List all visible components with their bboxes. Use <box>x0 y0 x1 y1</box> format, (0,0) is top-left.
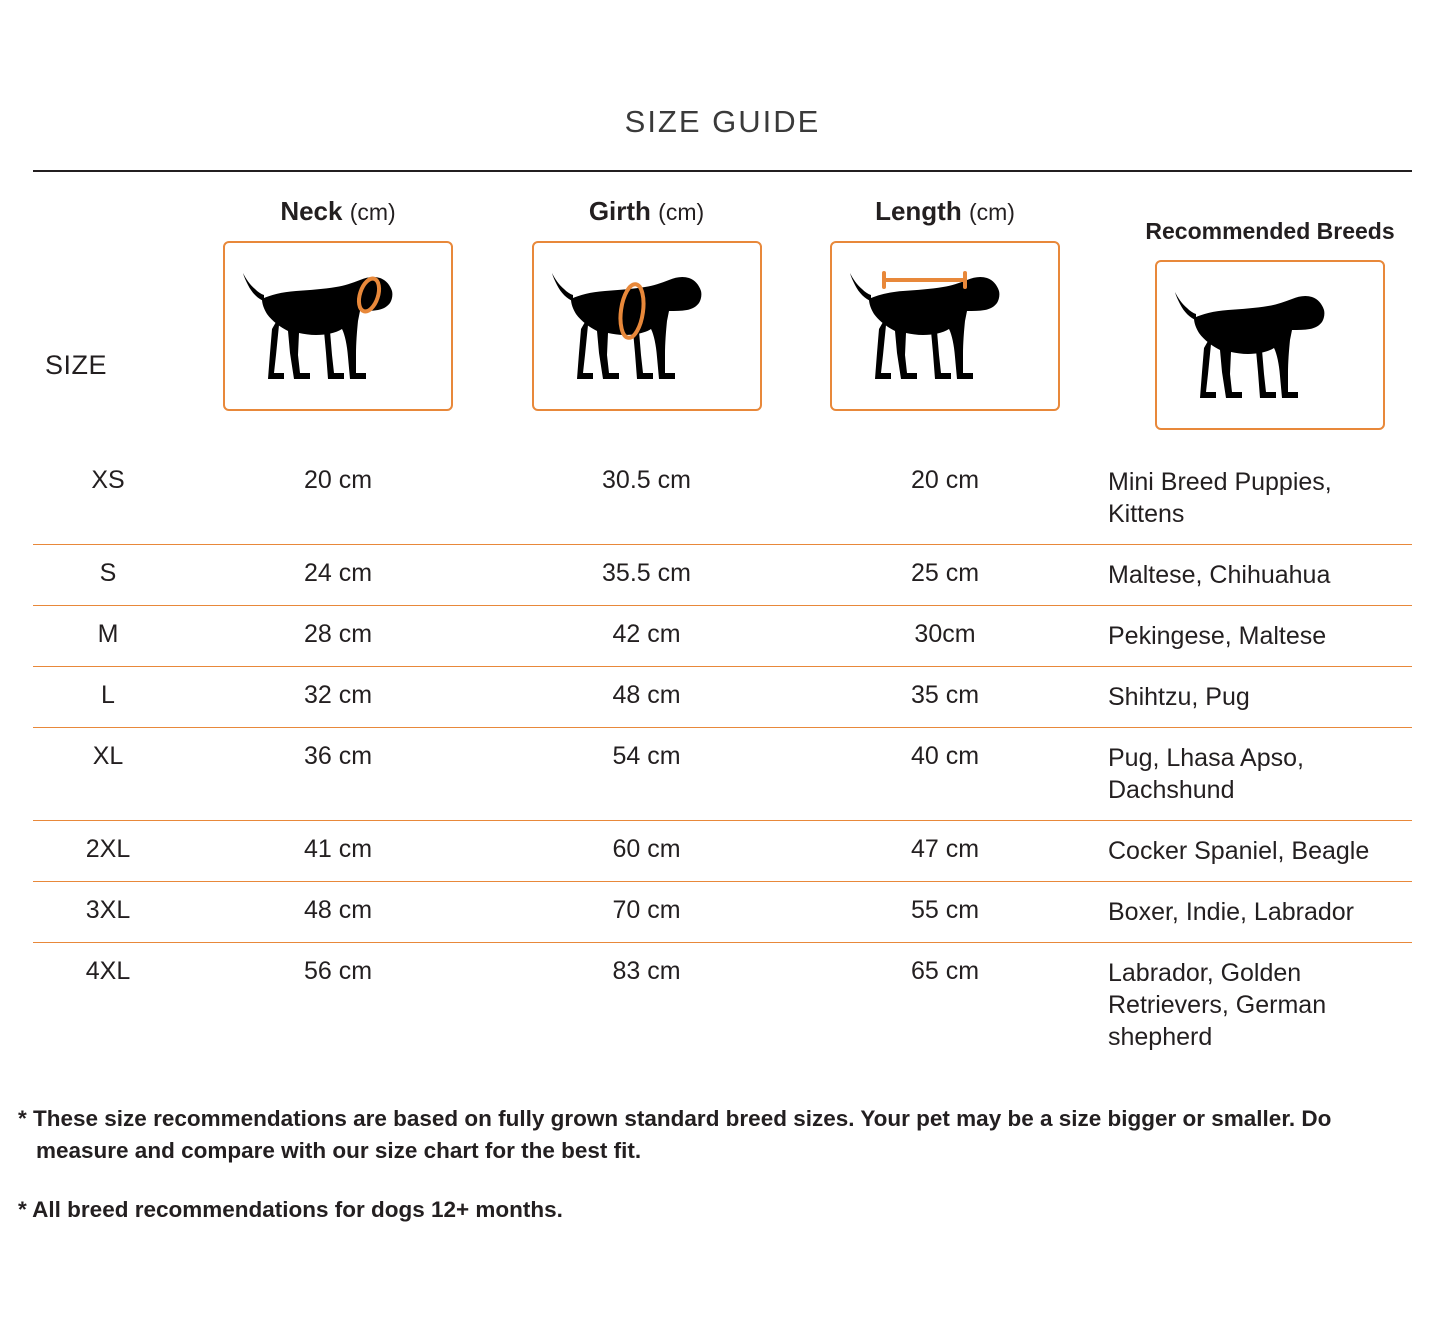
cell-girth: 70 cm <box>493 881 800 942</box>
cell-size: 4XL <box>85 956 131 985</box>
cell-neck: 56 cm <box>303 956 373 985</box>
cell-neck: 41 cm <box>183 820 493 881</box>
cell-breeds: Labrador, Golden Retrievers, German shepherd <box>1108 958 1327 1051</box>
note-age-text: * All breed recommendations for dogs 12+ months. <box>18 1196 563 1222</box>
cell-girth: 48 cm <box>493 666 800 727</box>
column-header-length <box>800 172 1090 430</box>
table-row <box>33 452 1412 545</box>
cell-size: 3XL <box>33 881 183 942</box>
cell-size: L <box>33 666 183 727</box>
column-header-neck <box>183 172 493 430</box>
cell-length: 30cm <box>800 605 1090 666</box>
cell-neck: 20 cm <box>183 452 493 545</box>
neck-unit: (cm) <box>349 199 396 225</box>
cell-girth: 35.5 cm <box>493 544 800 605</box>
cell-neck: 24 cm <box>183 544 493 605</box>
note-age <box>18 1194 1427 1227</box>
header-row <box>33 172 1412 430</box>
dog-neck-measure-icon <box>240 261 436 391</box>
cell-length: 25 cm <box>800 544 1090 605</box>
cell-size: S <box>33 544 183 605</box>
cell-neck: 36 cm <box>183 727 493 820</box>
note-sizing <box>18 1103 1427 1168</box>
column-header-girth <box>493 172 800 430</box>
column-header-breeds <box>1090 172 1445 430</box>
table-row <box>33 820 1412 881</box>
cell-size: 2XL <box>33 820 183 881</box>
cell-girth: 42 cm <box>493 605 800 666</box>
table-row <box>33 605 1412 666</box>
cell-breeds: Boxer, Indie, Labrador <box>1090 881 1412 942</box>
page-title: SIZE GUIDE <box>624 104 821 139</box>
cell-breeds: Mini Breed Puppies, Kittens <box>1090 452 1412 545</box>
girth-icon-box <box>532 241 762 411</box>
note-sizing-text: * These size recommendations are based on fully grown standard breed sizes. Your pet may be a size bigger or smaller. Do measure and compare with our size chart for the best fit. <box>18 1105 1332 1164</box>
girth-unit: (cm) <box>658 199 705 225</box>
cell-girth: 30.5 cm <box>493 452 800 545</box>
dog-length-measure-icon <box>847 261 1043 391</box>
cell-breeds: Maltese, Chihuahua <box>1090 544 1412 605</box>
cell-breeds: Shihtzu, Pug <box>1090 666 1412 727</box>
table-row <box>33 666 1412 727</box>
cell-girth: 54 cm <box>493 727 800 820</box>
cell-breeds: Pekingese, Maltese <box>1090 605 1412 666</box>
cell-neck: 48 cm <box>183 881 493 942</box>
cell-girth: 83 cm <box>612 956 681 985</box>
notes <box>18 1103 1427 1227</box>
table-row <box>33 881 1412 942</box>
neck-label: Neck <box>280 196 343 226</box>
size-column-label: SIZE <box>45 350 108 381</box>
cell-length: 55 cm <box>800 881 1090 942</box>
length-label: Length <box>875 196 962 226</box>
length-icon-box <box>830 241 1060 411</box>
cell-size: XS <box>33 452 183 545</box>
cell-girth: 60 cm <box>493 820 800 881</box>
cell-length: 47 cm <box>800 820 1090 881</box>
girth-label: Girth <box>588 196 651 226</box>
dog-silhouette-icon <box>1172 280 1368 410</box>
dog-girth-measure-icon <box>549 261 745 391</box>
cell-size: M <box>33 605 183 666</box>
neck-icon-box <box>223 241 453 411</box>
table-row <box>33 544 1412 605</box>
breeds-label: Recommended Breeds <box>1145 218 1395 244</box>
cell-neck: 32 cm <box>183 666 493 727</box>
cell-length: 35 cm <box>800 666 1090 727</box>
cell-length: 20 cm <box>800 452 1090 545</box>
cell-breeds: Cocker Spaniel, Beagle <box>1090 820 1412 881</box>
table-row <box>33 727 1412 820</box>
size-table <box>33 452 1412 1067</box>
length-unit: (cm) <box>968 199 1015 225</box>
breeds-icon-box <box>1155 260 1385 430</box>
cell-length: 65 cm <box>910 956 980 985</box>
cell-breeds: Pug, Lhasa Apso, Dachshund <box>1090 727 1412 820</box>
cell-size: XL <box>33 727 183 820</box>
cell-neck: 28 cm <box>183 605 493 666</box>
table-row <box>33 942 1412 1067</box>
cell-length: 40 cm <box>800 727 1090 820</box>
